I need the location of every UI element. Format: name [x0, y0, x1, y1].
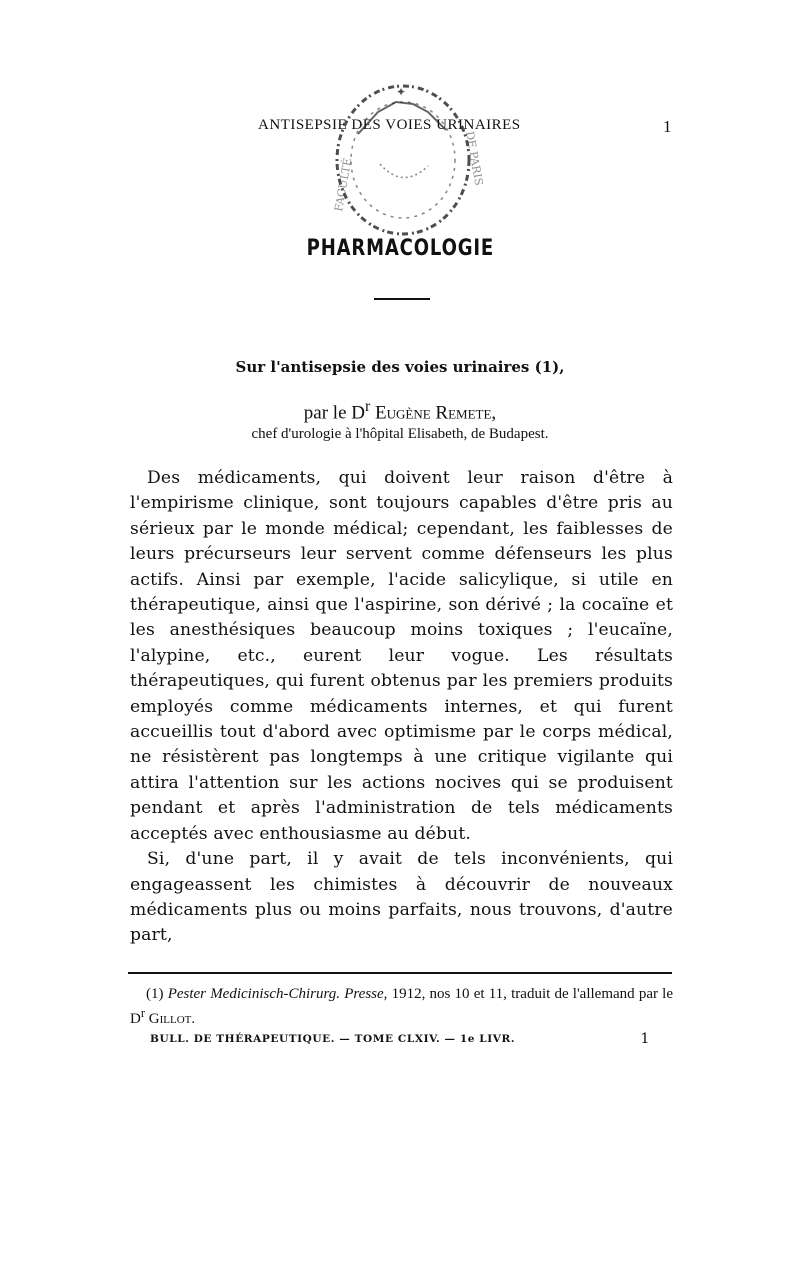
- footnote: [130, 985, 673, 1029]
- author-name: Eugène Remete,: [375, 402, 497, 424]
- page-number: 1: [663, 117, 672, 136]
- signature-number: 1: [640, 1031, 650, 1047]
- footnote-translator: Gillot.: [148, 1011, 196, 1027]
- footnote-translator-sup: r: [140, 1006, 146, 1020]
- signature-line: [150, 1033, 650, 1045]
- stamp-text-left: FACULTÉ: [332, 156, 355, 213]
- title-rule: [374, 298, 430, 300]
- footnote-rule: [128, 972, 672, 974]
- paragraph-1: Des médicaments, qui doivent leur raison d'être à l'empirisme clinique, sont toujours capables d'être pris au sérieux par le monde médical; cependant, les faiblesses de leurs précurseurs leur servent comme défenseurs les plus actifs. Ainsi par exemple, l'acide salicylique, si utile en thérapeutique, ainsi que l'aspirine, son dérivé ; la cocaïne et les anesthésiques beaucoup moins toxiques ; l'eucaïne, l'alypine, etc., eurent leur vogue. Les résultats thérapeutiques, qui furent obtenus par les premiers produits employés comme médicaments internes, et qui furent accueillis tout d'abord avec optimisme par le corps médical, ne résistèrent pas longtemps à une critique vigilante qui attira l'attention sur les actions nocives qui se produisent pendant et après l'administration de tels médicaments acceptés avec enthousiasme au début.: [130, 468, 673, 844]
- svg-text:✦: ✦: [396, 85, 407, 99]
- section-title: PHARMACOLOGIE: [306, 236, 495, 261]
- author-affiliation: chef d'urologie à l'hôpital Elisabeth, de Budapest.: [251, 426, 549, 442]
- article-body: [130, 466, 673, 949]
- running-head-title: ANTISEPSIE DES VOIES URINAIRES: [258, 117, 521, 133]
- footnote-journal: Pester Medicinisch-Chirurg. Presse,: [167, 986, 388, 1002]
- footnote-marker: (1): [146, 986, 164, 1002]
- author-prefix-sup: r: [365, 398, 371, 415]
- stamp-text-right: DE PARIS: [463, 130, 486, 187]
- author-line: [0, 398, 800, 424]
- paragraph-2: Si, d'une part, il y avait de tels inconvénients, qui engageassent les chimistes à découvrir de nouveaux médicaments plus ou moins parfaits, nous trouvons, d'autre part,: [130, 849, 673, 946]
- author-prefix: par le D: [303, 402, 365, 424]
- footnote-details: 1912, nos 10 et 11, traduit de l'allemand par le D: [130, 986, 673, 1027]
- article-title: Sur l'antisepsie des voies urinaires (1),: [235, 358, 565, 376]
- library-stamp: [318, 72, 488, 244]
- signature-text: BULL. DE THÉRAPEUTIQUE. — TOME CLXIV. — 1e LIVR.: [150, 1033, 516, 1045]
